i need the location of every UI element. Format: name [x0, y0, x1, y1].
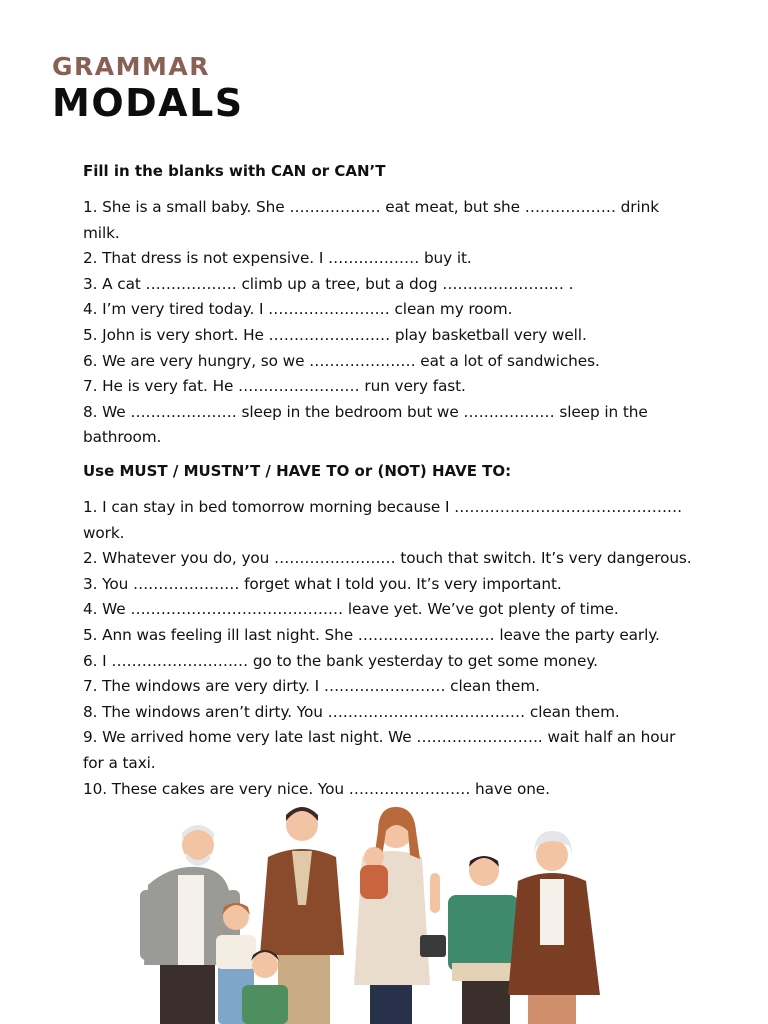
family-illustration-icon: [130, 795, 620, 1024]
exercise-1-item: 4. I’m very tired today. I …………………… clean my room.: [83, 300, 513, 319]
exercise-2-item: 9. We arrived home very late last night. We ……………………. wait half an hour for a taxi.: [83, 728, 676, 772]
exercise-1-list: [83, 195, 693, 451]
exercise-2-item: 4. We …………………………………… leave yet. We’ve got plenty of time.: [83, 600, 619, 619]
exercise-1-heading: Fill in the blanks with CAN or CAN’T: [83, 162, 386, 180]
exercise-1-item: 5. John is very short. He …………………… play basketball very well.: [83, 325, 587, 344]
exercise-1-item: 2. That dress is not expensive. I ……………… buy it.: [83, 249, 472, 268]
exercise-2-item: 7. The windows are very dirty. I …………………… clean them.: [83, 677, 540, 696]
exercise-can-cant: [83, 160, 693, 451]
exercise-2-item: 10. These cakes are very nice. You …………………… have one.: [83, 779, 550, 798]
exercise-must-have-to: [83, 460, 693, 802]
exercise-1-item: 8. We ………………… sleep in the bedroom but we ……………… sleep in the bathroom.: [83, 402, 648, 447]
exercise-1-item: 1. She is a small baby. She ……………… eat meat, but she ……………… drink milk.: [83, 198, 659, 242]
section-kicker: GRAMMAR: [52, 52, 210, 81]
exercise-1-item: 3. A cat ……………… climb up a tree, but a dog …………………… .: [83, 274, 574, 293]
exercise-2-heading: Use MUST / MUSTN’T / HAVE TO or (NOT) HAVE TO:: [83, 462, 512, 480]
exercise-2-item: 8. The windows aren’t dirty. You ………………………………… clean them.: [83, 702, 620, 721]
exercise-1-item: 6. We are very hungry, so we ………………… eat a lot of sandwiches.: [83, 351, 600, 370]
grandmother-figure: [508, 831, 600, 1024]
exercise-2-item: 5. Ann was feeling ill last night. She ……………………… leave the party early.: [83, 625, 660, 644]
exercise-2-item: 1. I can stay in bed tomorrow morning because I ………………………………………work.: [83, 498, 683, 542]
exercise-2-item: 3. You ………………… forget what I told you. It’s very important.: [83, 574, 562, 593]
exercise-2-item: 6. I ……………………… go to the bank yesterday to get some money.: [83, 651, 598, 670]
mother-figure: [354, 807, 446, 1024]
exercise-2-item: 2. Whatever you do, you …………………… touch that switch. It’s very dangerous.: [83, 549, 692, 568]
page-title: MODALS: [52, 81, 244, 125]
exercise-1-item: 7. He is very fat. He …………………… run very fast.: [83, 377, 466, 396]
exercise-2-list: [83, 495, 693, 802]
